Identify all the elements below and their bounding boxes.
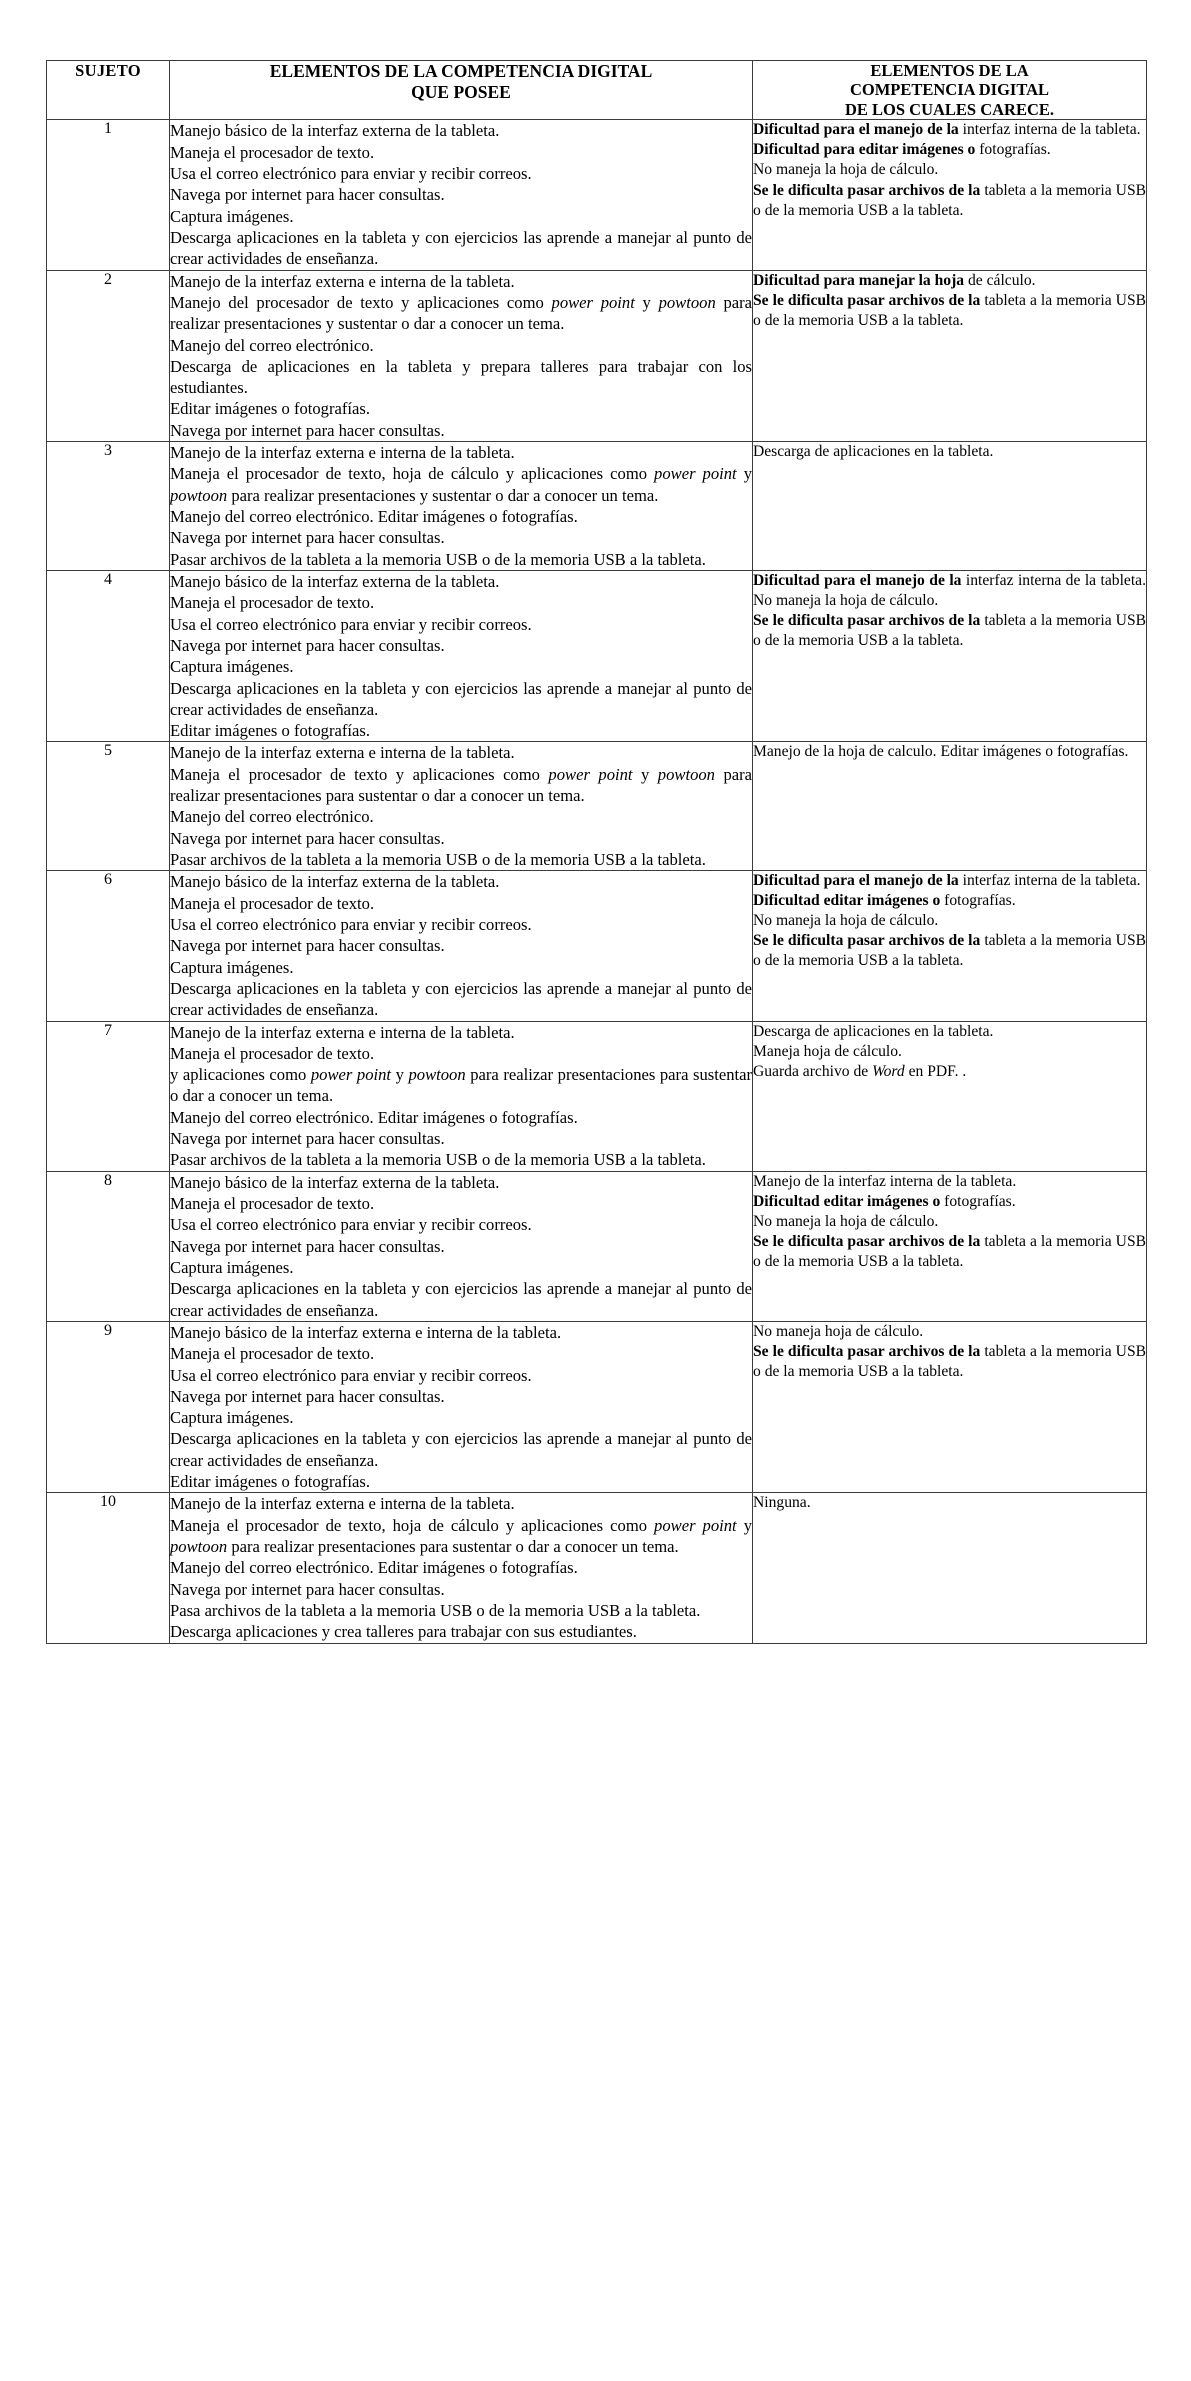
carece-cell bbox=[753, 1171, 1147, 1321]
emphasis-text: Dificultad para el manejo de la bbox=[753, 121, 959, 139]
emphasis-text: Dificultad editar imágenes o bbox=[753, 892, 941, 910]
carece-item: Maneja hoja de cálculo. bbox=[753, 1042, 902, 1060]
column-header-subject bbox=[47, 61, 170, 120]
posee-item: Manejo del procesador de texto y aplicaciones como power point y powtoon para realizar presentaciones y sustentar o dar a conocer un tema. bbox=[170, 292, 753, 334]
app-name: powtoon bbox=[170, 1537, 228, 1557]
posee-item: Usa el correo electrónico para enviar y recibir correos. bbox=[170, 164, 532, 184]
subject-number: 4 bbox=[47, 570, 170, 742]
posee-item: Captura imágenes. bbox=[170, 657, 294, 677]
posee-item: Manejo de la interfaz externa e interna de la tableta. bbox=[170, 443, 515, 463]
subject-number: 6 bbox=[47, 871, 170, 1021]
emphasis-text: Se le dificulta pasar archivos de la bbox=[753, 932, 981, 950]
app-name: power point bbox=[551, 292, 635, 312]
header-carece-line2: COMPETENCIA DIGITAL bbox=[849, 80, 1050, 100]
posee-item: Maneja el procesador de texto, hoja de cálculo y aplicaciones como power point y powtoon para realizar presentaciones y sustentar o dar a conocer un tema. bbox=[170, 464, 752, 505]
posee-item: Navega por internet para hacer consultas. bbox=[170, 1236, 445, 1256]
emphasis-text: Dificultad para el manejo de la bbox=[753, 872, 959, 890]
subject-number: 9 bbox=[47, 1321, 170, 1493]
posee-item: Manejo básico de la interfaz externa e interna de la tableta. bbox=[170, 1322, 562, 1342]
app-name: powtoon bbox=[657, 764, 715, 784]
table-row bbox=[47, 1021, 1147, 1171]
app-name: power point bbox=[654, 1515, 737, 1535]
carece-item: Descarga de aplicaciones en la tableta. bbox=[753, 443, 994, 461]
carece-item: Se le dificulta pasar archivos de la tableta a la memoria USB o de la memoria USB a la tableta. bbox=[753, 612, 1147, 650]
posee-item: Manejo del correo electrónico. Editar imágenes o fotografías. bbox=[170, 1107, 578, 1127]
emphasis-text: Dificultad editar imágenes o bbox=[753, 1192, 941, 1210]
table-row bbox=[47, 742, 1147, 871]
carece-cell bbox=[753, 120, 1147, 270]
carece-cell bbox=[753, 871, 1147, 1021]
carece-item: Manejo de la hoja de calculo. Editar imágenes o fotografías. bbox=[753, 743, 1129, 761]
table-row bbox=[47, 871, 1147, 1021]
posee-item: Maneja el procesador de texto. bbox=[170, 1194, 375, 1214]
posee-cell bbox=[170, 442, 753, 571]
column-header-carece bbox=[753, 61, 1147, 120]
emphasis-text: Dificultad para el manejo de la bbox=[753, 571, 962, 589]
emphasis-text: Se le dificulta pasar archivos de la bbox=[753, 291, 981, 309]
posee-item: Descarga aplicaciones en la tableta y con ejercicios las aprende a manejar al punto de crear actividades de enseñanza. bbox=[170, 678, 752, 719]
carece-item: No maneja la hoja de cálculo. bbox=[753, 912, 939, 930]
subject-number: 8 bbox=[47, 1171, 170, 1321]
posee-item: Navega por internet para hacer consultas. bbox=[170, 528, 445, 548]
posee-item: Manejo básico de la interfaz externa de la tableta. bbox=[170, 1172, 500, 1192]
posee-item: Pasar archivos de la tableta a la memoria USB o de la memoria USB a la tableta. bbox=[170, 549, 706, 569]
header-subject-text: SUJETO bbox=[75, 61, 141, 80]
posee-item: Captura imágenes. bbox=[170, 957, 294, 977]
carece-item: No maneja la hoja de cálculo. bbox=[753, 161, 939, 179]
posee-item: Pasar archivos de la tableta a la memoria USB o de la memoria USB a la tableta. bbox=[170, 850, 706, 870]
posee-item: Usa el correo electrónico para enviar y recibir correos. bbox=[170, 1365, 532, 1385]
posee-item: Captura imágenes. bbox=[170, 206, 294, 226]
subject-number: 3 bbox=[47, 442, 170, 571]
subject-number: 5 bbox=[47, 742, 170, 871]
carece-cell bbox=[753, 442, 1147, 571]
carece-item: Se le dificulta pasar archivos de la tableta a la memoria USB o de la memoria USB a la tableta. bbox=[753, 932, 1147, 970]
posee-item: Navega por internet para hacer consultas. bbox=[170, 828, 445, 848]
posee-item: Editar imágenes o fotografías. bbox=[170, 1472, 370, 1492]
table-row bbox=[47, 270, 1147, 442]
posee-item: Descarga de aplicaciones en la tableta y prepara talleres para trabajar con los estudiantes. bbox=[170, 356, 752, 398]
posee-item: Manejo de la interfaz externa e interna de la tableta. bbox=[170, 271, 515, 291]
app-name: power point bbox=[654, 464, 737, 484]
carece-item: Descarga de aplicaciones en la tableta. bbox=[753, 1022, 994, 1040]
posee-item: Maneja el procesador de texto. bbox=[170, 142, 375, 162]
carece-item: Dificultad para editar imágenes o fotografías. bbox=[753, 141, 1051, 159]
app-name: Word bbox=[872, 1062, 905, 1080]
posee-item: Manejo de la interfaz externa e interna de la tableta. bbox=[170, 1494, 515, 1514]
header-carece-line1: ELEMENTOS DE LA bbox=[870, 61, 1029, 80]
column-header-posee bbox=[170, 61, 753, 120]
table-body bbox=[47, 120, 1147, 1643]
posee-cell bbox=[170, 120, 753, 270]
table-row bbox=[47, 442, 1147, 571]
posee-item: Navega por internet para hacer consultas. bbox=[170, 185, 445, 205]
posee-cell bbox=[170, 871, 753, 1021]
emphasis-text: Se le dificulta pasar archivos de la bbox=[753, 1342, 981, 1360]
carece-cell bbox=[753, 270, 1147, 442]
posee-cell bbox=[170, 742, 753, 871]
posee-item: Usa el correo electrónico para enviar y recibir correos. bbox=[170, 1215, 532, 1235]
carece-item: Se le dificulta pasar archivos de la tableta a la memoria USB o de la memoria USB a la tableta. bbox=[753, 1232, 1147, 1270]
table-row bbox=[47, 570, 1147, 742]
posee-item: Manejo básico de la interfaz externa de la tableta. bbox=[170, 121, 500, 141]
posee-item: Manejo básico de la interfaz externa de la tableta. bbox=[170, 872, 500, 892]
emphasis-text: Dificultad para manejar la hoja bbox=[753, 271, 965, 289]
subject-number: 2 bbox=[47, 270, 170, 442]
posee-item: Descarga aplicaciones en la tableta y con ejercicios las aprende a manejar al punto de crear actividades de enseñanza. bbox=[170, 978, 752, 1020]
posee-cell bbox=[170, 270, 753, 442]
posee-item: Usa el correo electrónico para enviar y recibir correos. bbox=[170, 614, 532, 634]
posee-item: Usa el correo electrónico para enviar y recibir correos. bbox=[170, 914, 532, 934]
header-row bbox=[47, 61, 1147, 120]
posee-item: Manejo de la interfaz externa e interna de la tableta. bbox=[170, 743, 515, 763]
app-name: powtoon bbox=[170, 485, 228, 505]
carece-cell bbox=[753, 1021, 1147, 1171]
posee-item: Captura imágenes. bbox=[170, 1257, 294, 1277]
posee-item: Navega por internet para hacer consultas. bbox=[170, 635, 445, 655]
carece-item: Manejo de la interfaz interna de la tableta. bbox=[753, 1172, 1017, 1190]
posee-item: Maneja el procesador de texto. bbox=[170, 1043, 375, 1063]
posee-item: Manejo básico de la interfaz externa de la tableta. bbox=[170, 571, 500, 591]
carece-item: Dificultad editar imágenes o fotografías. bbox=[753, 892, 1016, 910]
posee-item: Maneja el procesador de texto. bbox=[170, 1344, 375, 1364]
table-row bbox=[47, 1171, 1147, 1321]
app-name: power point bbox=[310, 1065, 392, 1085]
emphasis-text: Se le dificulta pasar archivos de la bbox=[753, 181, 981, 199]
table-header bbox=[47, 61, 1147, 120]
carece-item: Guarda archivo de Word en PDF. . bbox=[753, 1062, 967, 1080]
posee-item: Descarga aplicaciones en la tableta y con ejercicios las aprende a manejar al punto de crear actividades de enseñanza. bbox=[170, 227, 752, 269]
posee-item: Navega por internet para hacer consultas. bbox=[170, 420, 445, 440]
carece-cell bbox=[753, 1321, 1147, 1493]
carece-item: No maneja hoja de cálculo. bbox=[753, 1322, 924, 1340]
table-row bbox=[47, 1493, 1147, 1643]
subject-number: 1 bbox=[47, 120, 170, 270]
carece-item: Se le dificulta pasar archivos de la tableta a la memoria USB o de la memoria USB a la tableta. bbox=[753, 291, 1147, 329]
emphasis-text: Dificultad para editar imágenes o bbox=[753, 141, 976, 159]
posee-item: Manejo del correo electrónico. Editar imágenes o fotografías. bbox=[170, 1558, 578, 1578]
carece-item: Dificultad para el manejo de la interfaz interna de la tableta. bbox=[753, 872, 1141, 890]
posee-item: Navega por internet para hacer consultas. bbox=[170, 1386, 445, 1406]
header-posee-line2: QUE POSEE bbox=[411, 81, 511, 102]
emphasis-text: Se le dificulta pasar archivos de la bbox=[753, 612, 981, 630]
header-posee-line1: ELEMENTOS DE LA COMPETENCIA DIGITAL bbox=[269, 61, 653, 81]
app-name: power point bbox=[548, 764, 633, 784]
subject-number: 10 bbox=[47, 1493, 170, 1643]
posee-item: y aplicaciones como power point y powtoon para realizar presentaciones para sustentar o dar a conocer un tema. bbox=[170, 1065, 752, 1106]
app-name: powtoon bbox=[658, 292, 716, 312]
carece-item: Dificultad editar imágenes o fotografías. bbox=[753, 1192, 1016, 1210]
carece-cell bbox=[753, 742, 1147, 871]
carece-cell bbox=[753, 570, 1147, 742]
emphasis-text: Se le dificulta pasar archivos de la bbox=[753, 1232, 981, 1250]
posee-cell bbox=[170, 1493, 753, 1643]
posee-item: Maneja el procesador de texto y aplicaciones como power point y powtoon para realizar presentaciones para sustentar o dar a conocer un tema. bbox=[170, 764, 753, 806]
carece-cell bbox=[753, 1493, 1147, 1643]
posee-cell bbox=[170, 1021, 753, 1171]
posee-cell bbox=[170, 570, 753, 742]
posee-item: Navega por internet para hacer consultas. bbox=[170, 1129, 445, 1149]
posee-item: Descarga aplicaciones en la tableta y con ejercicios las aprende a manejar al punto de crear actividades de enseñanza. bbox=[170, 1279, 752, 1320]
posee-item: Manejo del correo electrónico. bbox=[170, 335, 374, 355]
posee-item: Editar imágenes o fotografías. bbox=[170, 399, 370, 419]
carece-item: Dificultad para el manejo de la interfaz interna de la tableta. No maneja la hoja de cálculo. bbox=[753, 571, 1146, 609]
carece-item: Dificultad para el manejo de la interfaz interna de la tableta. bbox=[753, 121, 1141, 139]
posee-item: Descarga aplicaciones en la tableta y con ejercicios las aprende a manejar al punto de crear actividades de enseñanza. bbox=[170, 1429, 752, 1470]
carece-item: No maneja la hoja de cálculo. bbox=[753, 1212, 939, 1230]
competencia-digital-table bbox=[46, 60, 1147, 1644]
subject-number: 7 bbox=[47, 1021, 170, 1171]
posee-item: Navega por internet para hacer consultas. bbox=[170, 936, 445, 956]
table-row bbox=[47, 1321, 1147, 1493]
posee-item: Maneja el procesador de texto, hoja de cálculo y aplicaciones como power point y powtoon para realizar presentaciones para sustentar o dar a conocer un tema. bbox=[170, 1515, 752, 1557]
posee-item: Manejo del correo electrónico. Editar imágenes o fotografías. bbox=[170, 507, 578, 527]
posee-item: Navega por internet para hacer consultas. bbox=[170, 1579, 445, 1599]
posee-item: Manejo del correo electrónico. bbox=[170, 807, 374, 827]
posee-item: Pasa archivos de la tableta a la memoria USB o de la memoria USB a la tableta. bbox=[170, 1600, 701, 1620]
header-carece-line3: DE LOS CUALES CARECE. bbox=[844, 99, 1055, 119]
table-row bbox=[47, 120, 1147, 270]
posee-item: Descarga aplicaciones y crea talleres para trabajar con sus estudiantes. bbox=[170, 1622, 637, 1642]
posee-item: Pasar archivos de la tableta a la memoria USB o de la memoria USB a la tableta. bbox=[170, 1150, 706, 1170]
carece-item: Ninguna. bbox=[753, 1494, 811, 1512]
posee-cell bbox=[170, 1321, 753, 1493]
carece-item: Se le dificulta pasar archivos de la tableta a la memoria USB o de la memoria USB a la tableta. bbox=[753, 1342, 1147, 1380]
posee-item: Manejo de la interfaz externa e interna de la tableta. bbox=[170, 1022, 515, 1042]
posee-item: Maneja el procesador de texto. bbox=[170, 593, 375, 613]
posee-item: Captura imágenes. bbox=[170, 1408, 294, 1428]
carece-item: Dificultad para manejar la hoja de cálculo. bbox=[753, 271, 1036, 289]
app-name: powtoon bbox=[408, 1065, 466, 1085]
posee-item: Editar imágenes o fotografías. bbox=[170, 721, 370, 741]
carece-item: Se le dificulta pasar archivos de la tableta a la memoria USB o de la memoria USB a la tableta. bbox=[753, 181, 1147, 219]
posee-cell bbox=[170, 1171, 753, 1321]
posee-item: Maneja el procesador de texto. bbox=[170, 893, 375, 913]
